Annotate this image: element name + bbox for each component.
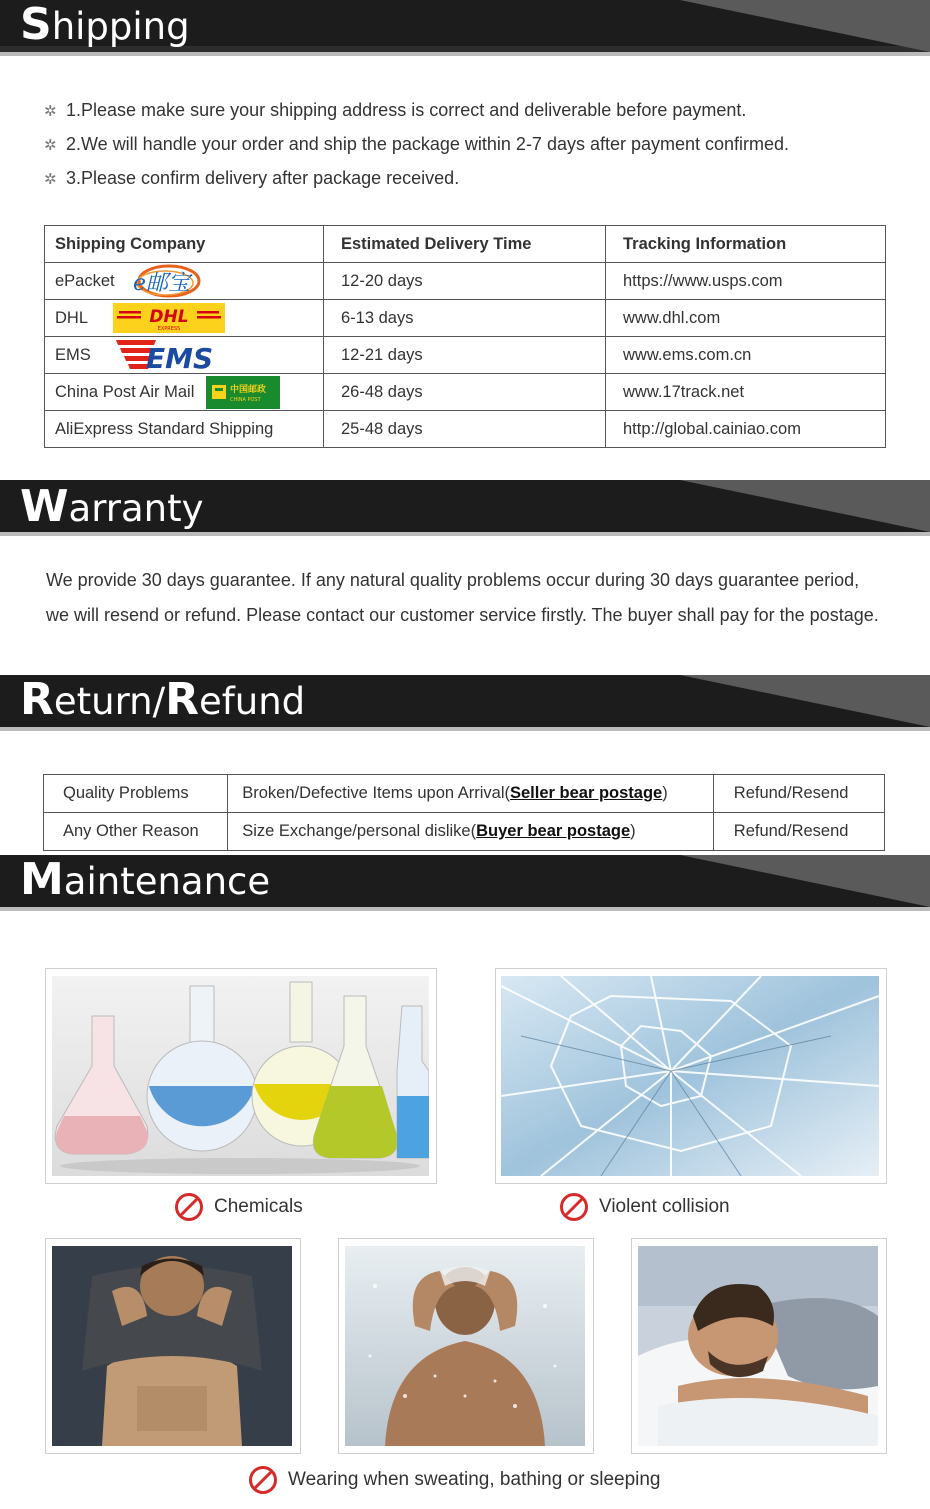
maintenance-header <box>0 855 930 913</box>
caption-text: Violent collision <box>599 1196 730 1217</box>
company-cell <box>45 337 324 374</box>
sweating-man-photo <box>52 1246 292 1446</box>
time-cell: 25-48 days <box>324 411 606 448</box>
caption-text: Chemicals <box>214 1196 303 1217</box>
gear-bullet-icon: ✲ <box>44 171 57 188</box>
company-name: EMS <box>55 345 91 364</box>
prohibited-icon <box>248 1465 278 1495</box>
company-name: ePacket <box>55 271 115 290</box>
reason-cell: Any Other Reason <box>44 813 228 851</box>
tracking-cell: www.ems.com.cn <box>606 337 886 374</box>
shipping-table <box>44 225 886 448</box>
tracking-cell: https://www.usps.com <box>606 263 886 300</box>
section-title: Shipping <box>20 0 190 50</box>
sleeping-man-photo <box>638 1246 878 1446</box>
time-cell: 26-48 days <box>324 374 606 411</box>
shipping-note-1: ✲ 1.Please make sure your shipping address is correct and deliverable before payment. <box>44 100 747 120</box>
tracking-cell: http://global.cainiao.com <box>606 411 886 448</box>
svg-text:EXPRESS: EXPRESS <box>157 326 181 332</box>
action-cell: Refund/Resend <box>713 775 884 813</box>
tracking-cell: www.17track.net <box>606 374 886 411</box>
company-name: China Post Air Mail <box>55 382 195 401</box>
table-header-row <box>45 226 886 263</box>
svg-text:中国邮政: 中国邮政 <box>230 384 267 395</box>
detail-cell <box>228 813 714 851</box>
time-cell: 12-20 days <box>324 263 606 300</box>
shipping-note-3: ✲ 3.Please confirm delivery after package received. <box>44 168 460 188</box>
table-row <box>44 775 885 813</box>
section-title: Return/Refund <box>20 674 306 725</box>
company-cell <box>45 374 324 411</box>
table-row <box>45 337 886 374</box>
detail-text: Broken/Defective Items upon Arrival( <box>242 784 510 802</box>
shipping-note-2: ✲ 2.We will handle your order and ship the package within 2-7 days after payment confirmed. <box>44 134 790 154</box>
svg-text:EMS: EMS <box>145 342 213 371</box>
time-cell: 6-13 days <box>324 300 606 337</box>
table-row <box>45 263 886 300</box>
table-row <box>44 813 885 851</box>
chemicals-photo <box>52 976 429 1176</box>
tracking-cell: www.dhl.com <box>606 300 886 337</box>
return-refund-header <box>0 675 930 733</box>
reason-cell: Quality Problems <box>44 775 228 813</box>
column-header: Estimated Delivery Time <box>324 226 606 263</box>
time-cell: 12-21 days <box>324 337 606 374</box>
epacket-logo <box>125 263 201 299</box>
svg-text:CHINA POST: CHINA POST <box>230 396 262 403</box>
table-row <box>45 374 886 411</box>
company-cell: AliExpress Standard Shipping <box>45 411 324 448</box>
detail-text: ) <box>662 784 668 802</box>
postage-note: Seller bear postage <box>510 784 663 802</box>
svg-text:DHL: DHL <box>149 307 189 327</box>
caption-text: Wearing when sweating, bathing or sleeping <box>288 1469 661 1490</box>
section-title: Maintenance <box>20 854 271 905</box>
ems-logo <box>116 339 216 371</box>
column-header: Tracking Information <box>606 226 886 263</box>
broken-glass-photo <box>501 976 879 1176</box>
warranty-text: We provide 30 days guarantee. If any natural quality problems occur during 30 days guarantee period, we will resend or refund. Please contact our customer service firstly. The buyer shall pay for the postage. <box>46 570 879 625</box>
prohibited-icon <box>174 1192 204 1222</box>
table-row <box>45 411 886 448</box>
gear-bullet-icon: ✲ <box>44 103 57 120</box>
chemicals-caption <box>174 1192 303 1222</box>
action-cell: Refund/Resend <box>713 813 884 851</box>
collision-caption <box>559 1192 730 1222</box>
postage-note: Buyer bear postage <box>476 822 631 840</box>
dhl-logo <box>113 303 225 333</box>
detail-cell <box>228 775 714 813</box>
svg-text:e邮宝: e邮宝 <box>132 271 190 296</box>
return-refund-table <box>43 774 885 851</box>
detail-text: ) <box>630 822 636 840</box>
gear-bullet-icon: ✲ <box>44 137 57 154</box>
shipping-header <box>0 0 930 58</box>
table-row <box>45 300 886 337</box>
bathing-photo <box>345 1246 585 1446</box>
column-header: Shipping Company <box>45 226 324 263</box>
company-cell <box>45 300 324 337</box>
section-title: Warranty <box>20 481 204 532</box>
warranty-header <box>0 480 930 538</box>
wearing-caption <box>248 1465 661 1495</box>
company-name: DHL <box>55 308 89 327</box>
detail-text: Size Exchange/personal dislike( <box>242 822 477 840</box>
prohibited-icon <box>559 1192 589 1222</box>
company-cell <box>45 263 324 300</box>
china-post-logo <box>206 376 280 409</box>
